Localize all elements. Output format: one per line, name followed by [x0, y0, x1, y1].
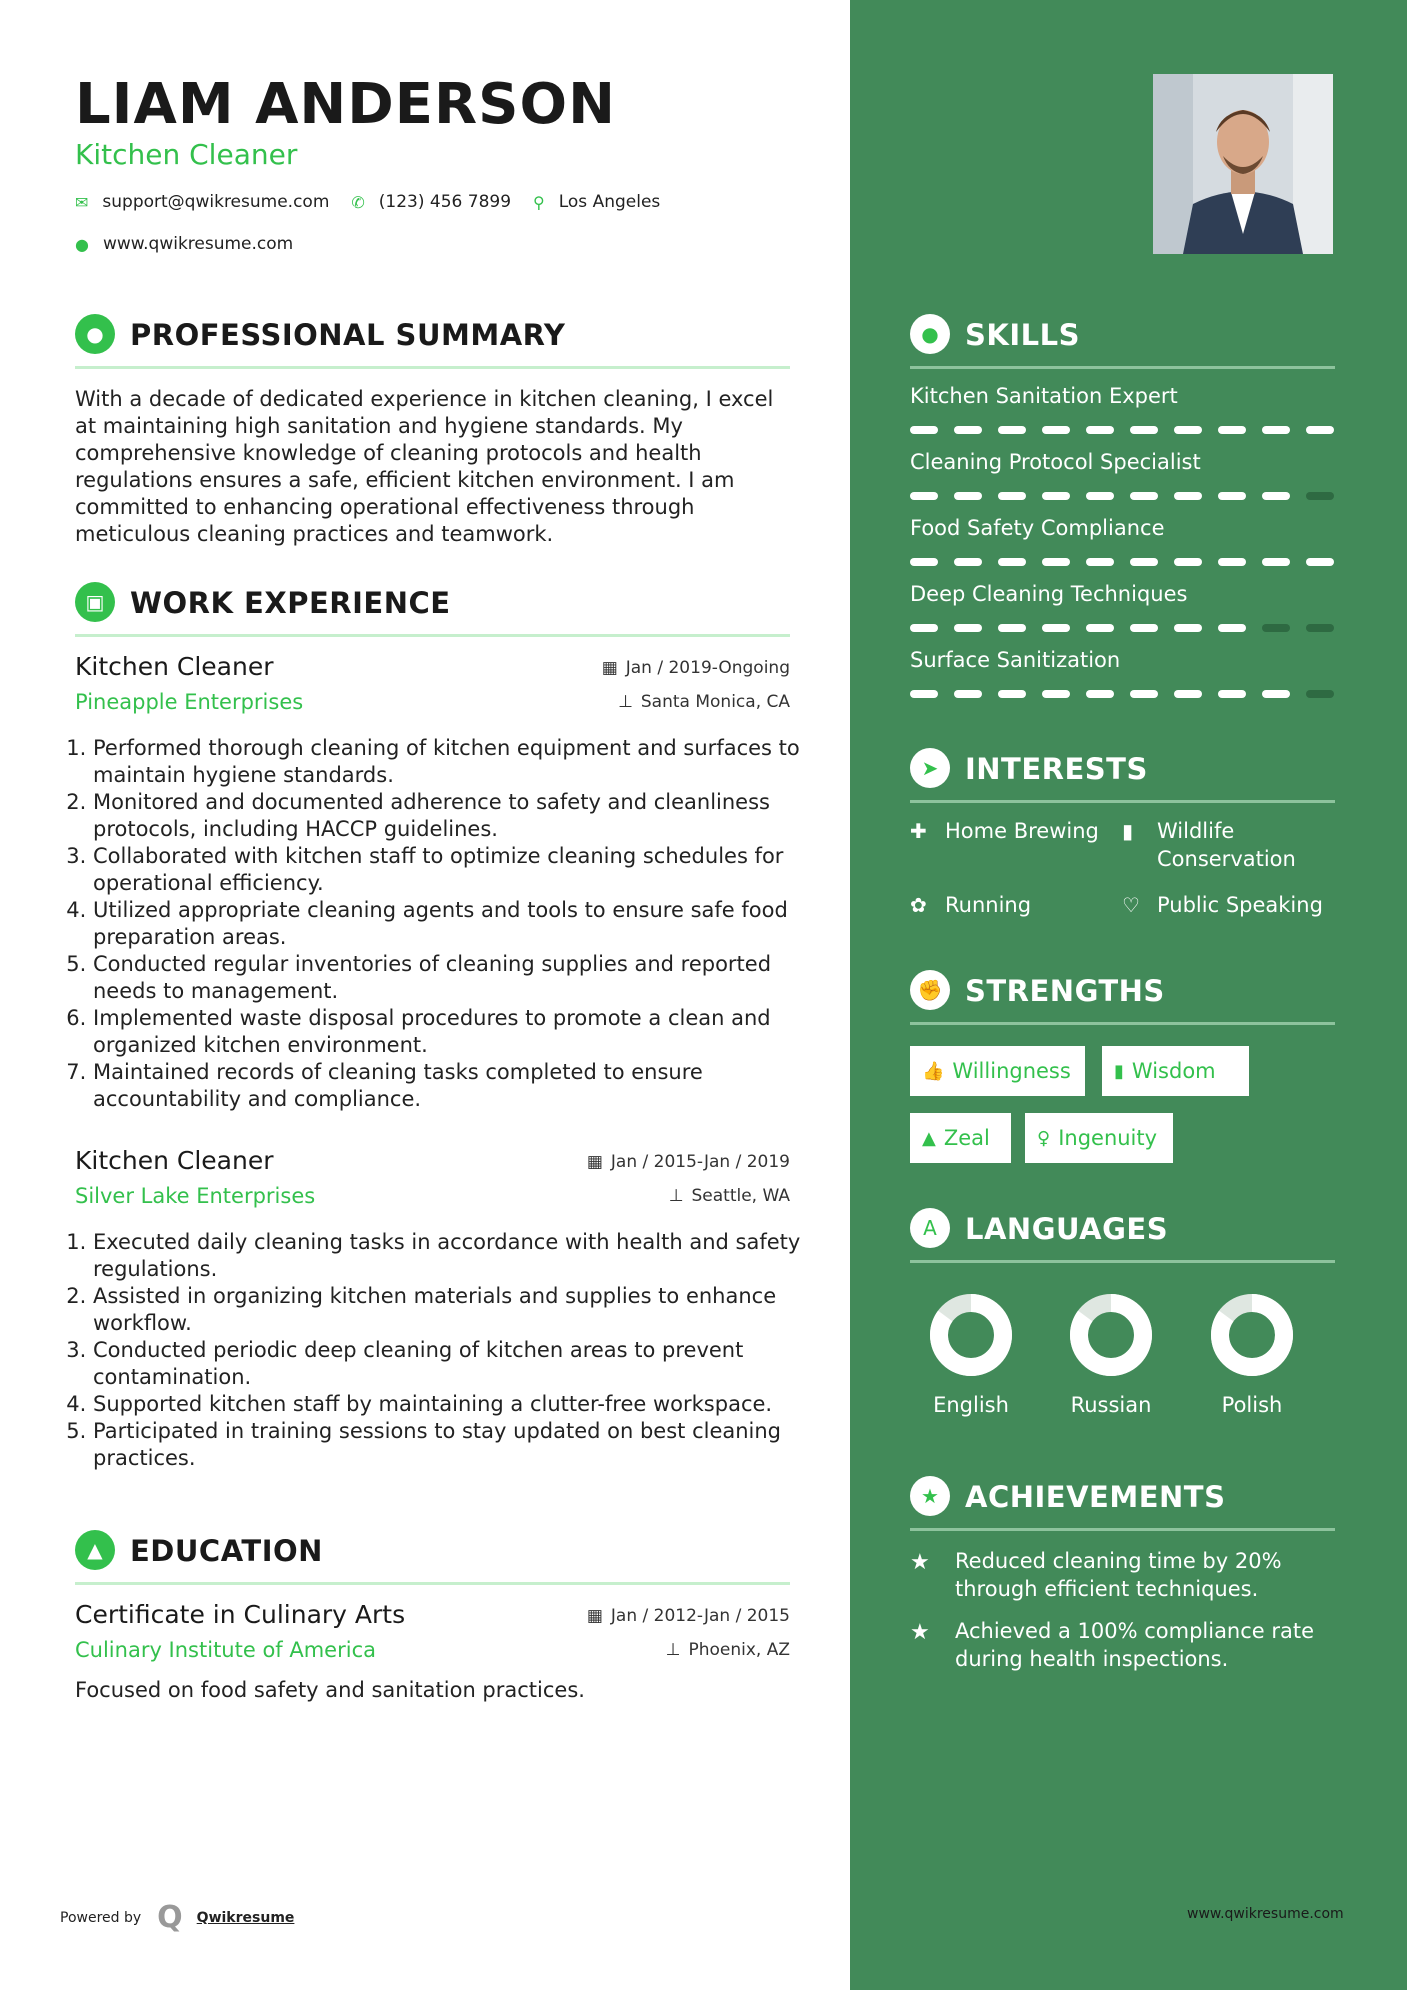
skill-dash [1306, 558, 1334, 566]
paw-icon: ✿ [910, 893, 927, 917]
job-bullets [75, 1229, 808, 1472]
interests-title: INTERESTS [965, 752, 1148, 786]
skill-dash [998, 426, 1026, 434]
phone-text: (123) 456 7899 [378, 192, 512, 212]
skill-item [910, 384, 1335, 408]
skill-dash [1086, 690, 1114, 698]
school-name: Culinary Institute of America [75, 1638, 376, 1662]
skill-meter [910, 492, 1334, 500]
skill-dash [1174, 558, 1202, 566]
lightbulb-icon: ● [910, 314, 950, 354]
language-name: Russian [1070, 1393, 1152, 1417]
skill-dash [1218, 690, 1246, 698]
interests-heading [910, 744, 1335, 803]
skill-dash [1130, 624, 1158, 632]
job-title: Kitchen Cleaner [75, 138, 298, 171]
paper-plane-icon: ➤ [910, 748, 950, 788]
skill-dash [954, 558, 982, 566]
globe-icon: ● [75, 234, 89, 254]
strengths-title: STRENGTHS [965, 974, 1165, 1008]
book-icon: ▮ [1122, 819, 1134, 843]
skill-dash [910, 690, 938, 698]
skills-title: SKILLS [965, 318, 1080, 352]
job-dates [602, 658, 790, 678]
achievement-text: Reduced cleaning time by 20% through efficient techniques. [955, 1549, 1282, 1601]
list-item: 1. Performed thorough cleaning of kitchen equipment and surfaces to maintain hygiene standards. [93, 735, 808, 789]
skill-dash [1130, 690, 1158, 698]
calendar-icon: ▦ [601, 658, 618, 678]
skill-dash [1130, 492, 1158, 500]
skill-dash [1130, 426, 1158, 434]
skill-name: Surface Sanitization [910, 648, 1121, 672]
skill-name: Deep Cleaning Techniques [910, 582, 1188, 606]
pin-icon: ⊥ [618, 692, 633, 712]
skill-dash [954, 492, 982, 500]
lightbulb-icon: ♀ [1037, 1127, 1051, 1149]
summary-text: With a decade of dedicated experience in kitchen cleaning, I excel at maintaining high sanitation and hygiene standards. My comprehensive knowledge of cleaning protocols and health regulations ensures a safe, efficient kitchen environment. I am committed to enhancing operational effectiveness through meticulous cleaning practices and teamwork. [75, 387, 774, 546]
list-item: 2. Monitored and documented adherence to safety and cleanliness protocols, including HACCP guidelines. [93, 789, 808, 843]
achievements-title: ACHIEVEMENTS [965, 1480, 1226, 1514]
list-item: 5. Participated in training sessions to stay updated on best cleaning practices. [93, 1418, 808, 1472]
person-illustration [1153, 74, 1333, 254]
education-location-text: Phoenix, AZ [688, 1640, 790, 1660]
skill-dash [1306, 690, 1334, 698]
skills-heading [910, 310, 1335, 369]
list-item: 1. Executed daily cleaning tasks in accordance with health and safety regulations. [93, 1229, 808, 1283]
skill-dash [1086, 492, 1114, 500]
skill-dash [1174, 690, 1202, 698]
skill-dash [1042, 426, 1070, 434]
skill-dash [1218, 426, 1246, 434]
skill-dash [1306, 426, 1334, 434]
language-ring [929, 1293, 1013, 1377]
education-description: Focused on food safety and sanitation practices. [75, 1678, 585, 1702]
strength-label: Willingness [952, 1059, 1071, 1083]
list-item: 7. Maintained records of cleaning tasks completed to ensure accountability and compliance. [93, 1059, 808, 1113]
list-item: 3. Collaborated with kitchen staff to optimize cleaning schedules for operational efficiency. [93, 843, 808, 897]
skill-dash [1262, 558, 1290, 566]
skill-dash [1086, 426, 1114, 434]
heartbeat-icon: ♡ [1122, 893, 1140, 917]
user-icon: ● [75, 314, 115, 354]
skill-dash [998, 558, 1026, 566]
strength-chip [910, 1113, 1011, 1163]
skill-dash [1042, 558, 1070, 566]
star-icon: ★ [910, 1476, 950, 1516]
pin-icon: ⊥ [668, 1186, 684, 1206]
skill-dash [910, 492, 938, 500]
strength-chip [1025, 1113, 1173, 1163]
language-name: Polish [1221, 1393, 1283, 1417]
skill-dash [1086, 624, 1114, 632]
skill-item [910, 516, 1335, 540]
contact-line [75, 192, 682, 212]
skill-item [910, 582, 1335, 606]
skill-dash [1042, 690, 1070, 698]
skill-meter [910, 690, 1334, 698]
skill-dash [910, 558, 938, 566]
language-ring [1210, 1293, 1294, 1377]
phone-icon: ✆ [351, 192, 365, 212]
map-marker-icon: ⚲ [533, 192, 545, 212]
list-item: 2. Assisted in organizing kitchen materials and supplies to enhance workflow. [93, 1283, 808, 1337]
interest-label: Public Speaking [1157, 893, 1323, 917]
list-item: 4. Supported kitchen staff by maintaining a clutter-free workspace. [93, 1391, 808, 1418]
skill-dash [1086, 558, 1114, 566]
list-item: 5. Conducted regular inventories of cleaning supplies and reported needs to management. [93, 951, 808, 1005]
language-name: English [933, 1393, 1009, 1417]
calendar-icon: ▦ [586, 1152, 603, 1172]
interest-label: Running [945, 893, 1032, 917]
skill-item [910, 648, 1335, 672]
footer-url[interactable]: www.qwikresume.com [1187, 1906, 1344, 1922]
footer-powered [60, 1900, 294, 1935]
languages-heading [910, 1204, 1335, 1263]
skill-dash [954, 624, 982, 632]
skill-item [910, 450, 1335, 474]
language-icon: A [910, 1208, 950, 1248]
list-item: 3. Conducted periodic deep cleaning of kitchen areas to prevent contamination. [93, 1337, 808, 1391]
job-dates-text: Jan / 2019-Ongoing [625, 658, 790, 678]
job-dates [587, 1152, 790, 1172]
fire-icon: ▲ [922, 1127, 936, 1149]
skill-dash [1042, 492, 1070, 500]
summary-heading [75, 310, 790, 369]
skill-dash [1262, 624, 1290, 632]
strength-chip [1102, 1046, 1249, 1096]
achievement-text: Achieved a 100% compliance rate during health inspections. [955, 1619, 1315, 1671]
puzzle-icon: ✚ [910, 819, 927, 843]
skill-meter [910, 624, 1334, 632]
education-title: EDUCATION [130, 1534, 323, 1568]
achievements-heading [910, 1472, 1335, 1531]
language-item [1182, 1293, 1322, 1417]
skill-dash [998, 492, 1026, 500]
skill-dash [1218, 624, 1246, 632]
education-heading [75, 1526, 790, 1585]
job-position: Kitchen Cleaner [75, 652, 274, 681]
summary-title: PROFESSIONAL SUMMARY [130, 318, 566, 352]
star-icon: ★ [910, 1620, 930, 1645]
skill-dash [1130, 558, 1158, 566]
skill-dash [1262, 426, 1290, 434]
job-company: Pineapple Enterprises [75, 690, 304, 714]
skill-dash [954, 426, 982, 434]
brand-link[interactable]: Qwikresume [196, 1909, 295, 1926]
experience-title: WORK EXPERIENCE [130, 586, 451, 620]
skill-dash [1218, 492, 1246, 500]
location-text: Los Angeles [558, 192, 661, 212]
list-item: 4. Utilized appropriate cleaning agents and tools to ensure safe food preparation areas. [93, 897, 808, 951]
website-line [75, 234, 315, 254]
language-item [1041, 1293, 1181, 1417]
skill-name: Food Safety Compliance [910, 516, 1165, 540]
job-location-text: Santa Monica, CA [640, 692, 790, 712]
languages-title: LANGUAGES [965, 1212, 1169, 1246]
graduation-icon: ▲ [75, 1530, 115, 1570]
skill-dash [1306, 492, 1334, 500]
star-icon: ★ [910, 1550, 930, 1575]
job-company: Silver Lake Enterprises [75, 1184, 316, 1208]
education-dates-text: Jan / 2012-Jan / 2015 [610, 1606, 790, 1626]
strength-chip [910, 1046, 1085, 1096]
job-bullets [75, 735, 808, 1113]
language-item [901, 1293, 1041, 1417]
strength-label: Ingenuity [1058, 1126, 1158, 1150]
skill-dash [1262, 690, 1290, 698]
job-location [669, 1186, 790, 1206]
job-location [618, 692, 790, 712]
job-dates-text: Jan / 2015-Jan / 2019 [610, 1152, 790, 1172]
strength-label: Wisdom [1131, 1059, 1216, 1083]
skill-dash [1174, 426, 1202, 434]
education-dates [587, 1606, 790, 1626]
skill-dash [1262, 492, 1290, 500]
skill-dash [1174, 624, 1202, 632]
skill-name: Kitchen Sanitation Expert [910, 384, 1178, 408]
job-position: Kitchen Cleaner [75, 1146, 274, 1175]
skill-name: Cleaning Protocol Specialist [910, 450, 1201, 474]
qwikresume-logo: Q [157, 1900, 183, 1935]
skill-dash [998, 690, 1026, 698]
skill-dash [910, 624, 938, 632]
skill-meter [910, 558, 1334, 566]
skill-dash [998, 624, 1026, 632]
skill-dash [954, 690, 982, 698]
language-ring [1069, 1293, 1153, 1377]
skill-meter [910, 426, 1334, 434]
profile-photo [1153, 74, 1333, 254]
strength-label: Zeal [943, 1126, 990, 1150]
degree-name: Certificate in Culinary Arts [75, 1600, 406, 1629]
interest-label: Wildlife Conservation [1157, 819, 1296, 871]
book-icon: ▮ [1114, 1060, 1124, 1082]
thumbs-up-icon: 👍 [922, 1060, 945, 1082]
calendar-icon: ▦ [586, 1606, 603, 1626]
powered-by-text: Powered by [60, 1909, 142, 1926]
pin-icon: ⊥ [665, 1640, 681, 1660]
briefcase-icon: ▣ [75, 582, 115, 622]
envelope-icon: ✉ [75, 192, 89, 212]
website-text[interactable]: www.qwikresume.com [102, 234, 294, 254]
list-item: 6. Implemented waste disposal procedures to promote a clean and organized kitchen environment. [93, 1005, 808, 1059]
interest-label: Home Brewing [945, 819, 1099, 843]
education-location [666, 1640, 790, 1660]
job-location-text: Seattle, WA [691, 1186, 790, 1206]
strengths-heading [910, 966, 1335, 1025]
email-text[interactable]: support@qwikresume.com [102, 192, 330, 212]
skill-dash [910, 426, 938, 434]
skill-dash [1306, 624, 1334, 632]
skill-dash [1218, 558, 1246, 566]
experience-heading [75, 578, 790, 637]
skill-dash [1042, 624, 1070, 632]
fist-icon: ✊ [910, 970, 950, 1010]
candidate-name: LIAM ANDERSON [75, 72, 616, 137]
skill-dash [1174, 492, 1202, 500]
